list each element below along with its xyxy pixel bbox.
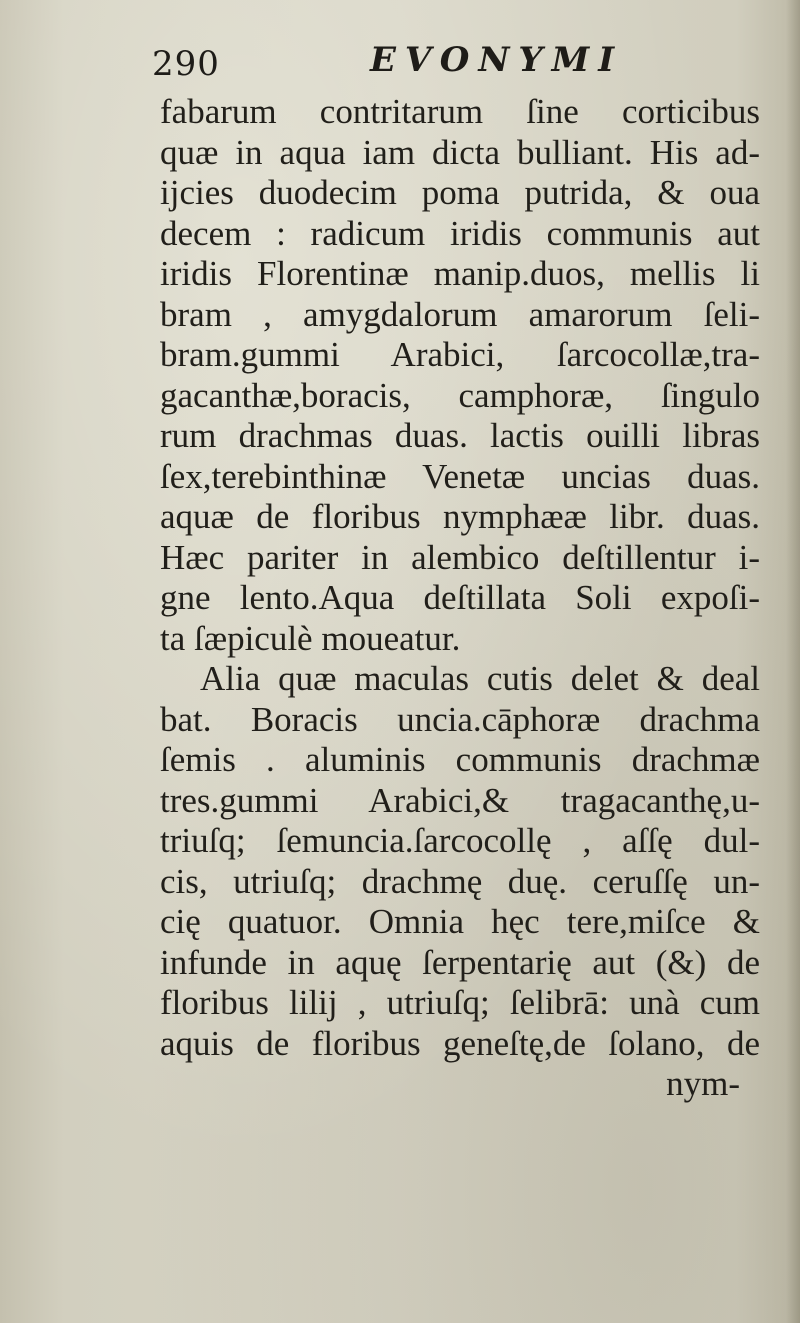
text-line: ſex,terebinthinæ Venetæ uncias duas. xyxy=(160,456,760,496)
text-line: infunde in aquę ſerpentarię aut (&) de xyxy=(160,942,760,982)
text-line: aquis de floribus geneſtę,de ſolano, de xyxy=(160,1023,760,1063)
catchword: nym- xyxy=(666,1064,740,1103)
page-header xyxy=(152,40,712,90)
text-line: gacanthæ,boracis, camphoræ, ſingulo xyxy=(160,375,760,415)
text-line: ta ſæpiculè moueatur. xyxy=(160,618,461,658)
text-line: cię quatuor. Omnia hęc tere,miſce & xyxy=(160,902,760,941)
text-line: iridis Florentinæ manip.duos, mellis li xyxy=(160,254,760,293)
text-line: bat. Boracis uncia.cāphoræ drachma xyxy=(160,699,760,739)
text-line: aquæ de floribus nymphææ libr. duas. xyxy=(160,497,760,536)
page-number: 290 xyxy=(152,44,220,84)
running-head: EVONYMI xyxy=(370,40,624,80)
text-line: tres.gummi Arabici,& tragacanthę,u- xyxy=(160,780,760,820)
text-line: rum drachmas duas. lactis ouilli libras xyxy=(160,416,760,455)
text-line: gne lento.Aqua deſtillata Soli expoſi- xyxy=(160,578,760,617)
text-line: floribus lilij , utriuſq; ſelibrā: unà cum xyxy=(160,983,760,1022)
text-line: bram , amygdalorum amarorum ſeli- xyxy=(160,294,760,334)
text-line: cis, utriuſq; drachmę duę. ceruſſę un- xyxy=(160,861,760,901)
text-line: decem : radicum iridis communis aut xyxy=(160,213,760,253)
body-text xyxy=(160,92,760,1105)
text-line: ſemis . aluminis communis drachmæ xyxy=(160,740,760,779)
text-line: fabarum contritarum ſine corticibus xyxy=(160,92,760,131)
text-line: ijcies duodecim poma putrida, & oua xyxy=(160,173,760,212)
text-line: quæ in aqua iam dicta bulliant. His ad- xyxy=(160,132,760,172)
text-line: triuſq; ſemuncia.ſarcocollę , aſſę dul- xyxy=(160,821,760,860)
text-line: bram.gummi Arabici, ſarcocollæ,tra- xyxy=(160,335,760,374)
text-line: Alia quæ maculas cutis delet & deal xyxy=(200,659,760,698)
text-line: Hæc pariter in alembico deſtillentur i- xyxy=(160,537,760,577)
page-gutter-shadow xyxy=(786,0,800,1323)
